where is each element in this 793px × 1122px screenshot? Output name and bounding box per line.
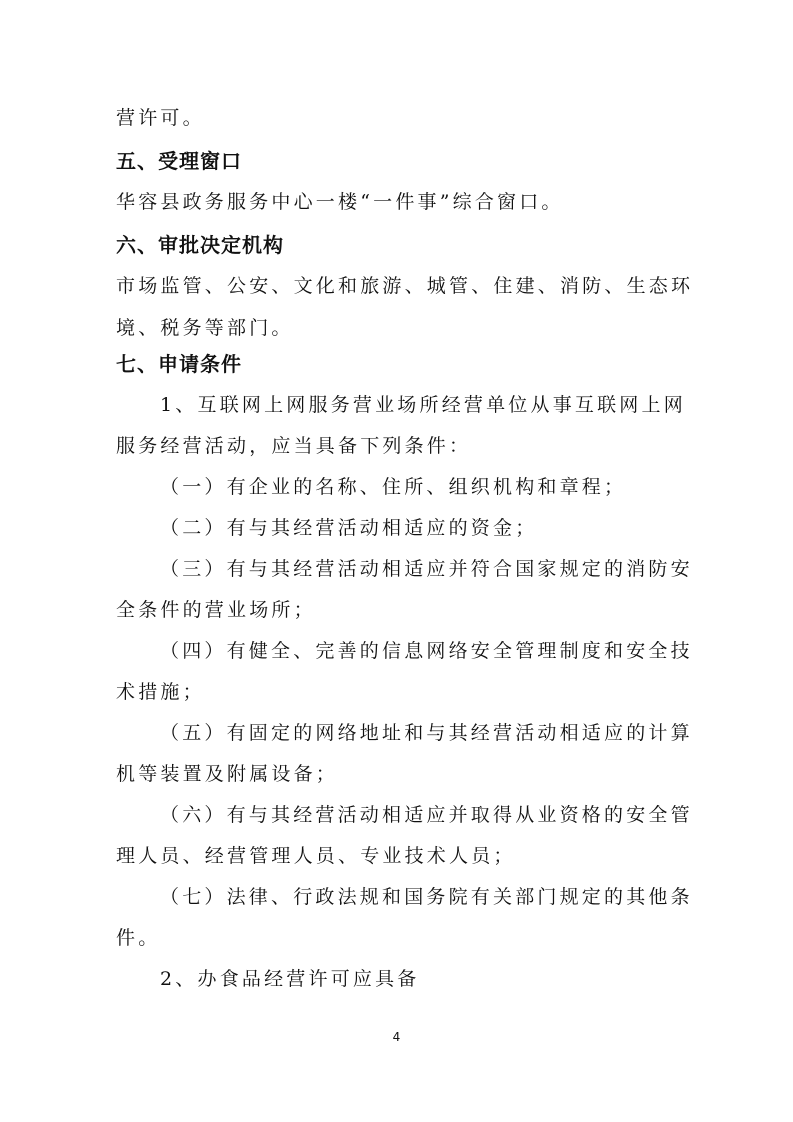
paragraph-line: 境、税务等部门。 <box>116 317 294 339</box>
section-heading-window: 五、受理窗口 <box>116 149 242 173</box>
list-item-line: （四）有健全、完善的信息网络安全管理制度和安全技 <box>160 640 693 662</box>
list-item-line: 术措施； <box>116 681 205 703</box>
list-item-line: 全条件的营业场所； <box>116 599 316 621</box>
list-item-line: （六）有与其经营活动相适应并取得从业资格的安全管 <box>160 804 693 826</box>
list-item-line: （三）有与其经营活动相适应并符合国家规定的消防安 <box>160 558 693 580</box>
list-item-line: （五）有固定的网络地址和与其经营活动相适应的计算 <box>160 722 693 744</box>
list-item-line: 件。 <box>116 927 161 949</box>
list-item-line: （二）有与其经营活动相适应的资金； <box>160 517 538 539</box>
list-item-line: （一）有企业的名称、住所、组织机构和章程； <box>160 476 627 498</box>
paragraph-line: 华容县政务服务中心一楼“一件事”综合窗口。 <box>116 191 564 213</box>
paragraph-line: 1、互联网上网服务营业场所经营单位从事互联网上网 <box>160 394 686 416</box>
paragraph-line: 服务经营活动，应当具备下列条件： <box>116 435 472 457</box>
section-heading-conditions: 七、申请条件 <box>116 352 242 376</box>
paragraph-line: 市场监管、公安、文化和旅游、城管、住建、消防、生态环 <box>116 275 694 297</box>
paragraph-line: 营许可。 <box>116 107 205 129</box>
list-item-line: （七）法律、行政法规和国务院有关部门规定的其他条 <box>160 886 693 908</box>
list-item-line: 理人员、经营管理人员、专业技术人员； <box>116 845 516 867</box>
paragraph-line: 2、办食品经营许可应具备 <box>160 968 420 990</box>
list-item-line: 机等装置及附属设备； <box>116 763 339 785</box>
section-heading-authority: 六、审批决定机构 <box>116 233 284 257</box>
page-number: 4 <box>392 1030 401 1044</box>
